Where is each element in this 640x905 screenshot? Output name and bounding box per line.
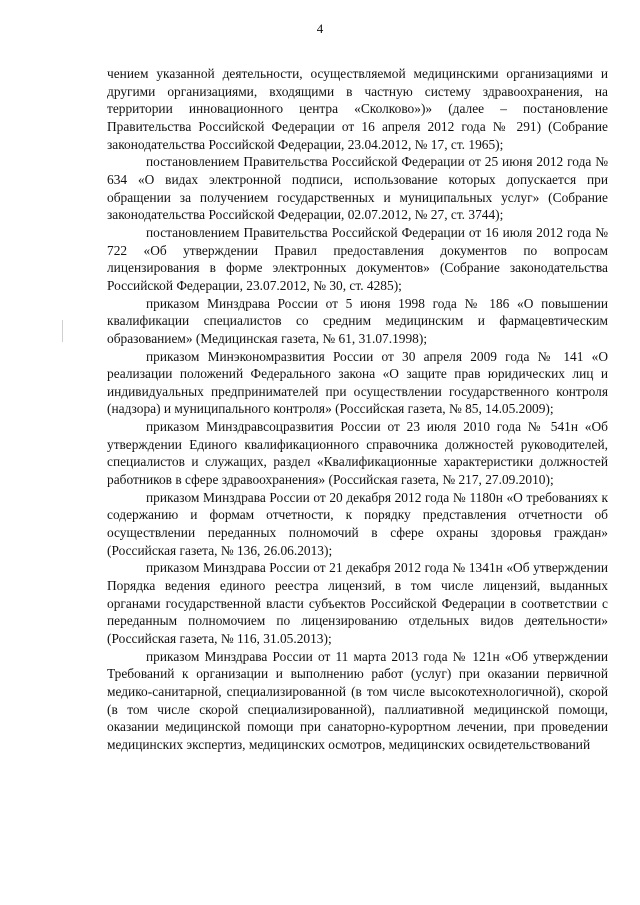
paragraph-continuation: чением указанной деятельности, осуществляемой медицинскими организациями и другими организациями, входящими в частную систему здравоохранения, на территории инновационного центра «Сколково»)» (далее – постановление Правительства Российской Федерации от 16 апреля 2012 года № 291) (Собрание законодательства Российской Федерации, 23.04.2012, № 17, ст. 1965); bbox=[107, 66, 608, 152]
margin-mark bbox=[62, 320, 63, 342]
paragraph-order-1341n: приказом Минздрава России от 21 декабря 2012 года № 1341н «Об утверждении Порядка ведения единого реестра лицензий, в том числе лицензий, выданных органами государственной власти субъектов Российской Федерации в соответствии с переданным полномочием по лицензированию отдельных видов деятельности» (Российская газета, № 116, 31.05.2013); bbox=[107, 560, 608, 646]
paragraph-order-1180n: приказом Минздрава России от 20 декабря 2012 года № 1180н «О требованиях к содержанию и формам отчетности, к порядку представления отчетности об осуществлении переданных полномочий в сфере охраны здоровья граждан» (Российская газета, № 136, 26.06.2013); bbox=[107, 489, 608, 558]
page-number: 4 bbox=[316, 21, 324, 36]
document-body bbox=[107, 65, 608, 754]
paragraph-order-186: приказом Минздрава России от 5 июня 1998 года № 186 «О повышении квалификации специалистов со средним медицинским и фармацевтическим образованием» (Медицинская газета, № 61, 31.07.1998); bbox=[107, 295, 608, 346]
paragraph-order-121n: приказом Минздрава России от 11 марта 2013 года № 121н «Об утверждении Требований к организации и выполнению работ (услуг) при оказании первичной медико-санитарной, специализированной (в том числе высокотехнологичной), скорой (в том числе скорой специализированной), паллиативной медицинской помощи, оказании медицинской помощи при санаторно-курортном лечении, при проведении медицинских экспертиз, медицинских осмотров, медицинских освидетельствований bbox=[107, 648, 608, 752]
paragraph-decree-722: постановлением Правительства Российской Федерации от 16 июля 2012 года № 722 «Об утверждении Правил предоставления документов по вопросам лицензирования в форме электронных документов» (Собрание законодательства Российской Федерации, 23.07.2012, № 30, ст. 4285); bbox=[107, 224, 608, 293]
paragraph-decree-634: постановлением Правительства Российской Федерации от 25 июня 2012 года № 634 «О видах электронной подписи, использование которых допускается при обращении за получением государственных и муниципальных услуг» (Собрание законодательства Российской Федерации, 02.07.2012, № 27, ст. 3744); bbox=[107, 154, 608, 223]
paragraph-order-141: приказом Минэкономразвития России от 30 апреля 2009 года № 141 «О реализации положений Федерального закона «О защите прав юридических лиц и индивидуальных предпринимателей при осуществлении государственного контроля (надзора) и муниципального контроля» (Российская газета, № 85, 14.05.2009); bbox=[107, 348, 608, 417]
paragraph-order-541n: приказом Минздравсоцразвития России от 23 июля 2010 года № 541н «Об утверждении Единого квалификационного справочника должностей руководителей, специалистов и служащих, раздел «Квалификационные характеристики должностей работников в сфере здравоохранения» (Российская газета, № 217, 27.09.2010); bbox=[107, 419, 608, 488]
